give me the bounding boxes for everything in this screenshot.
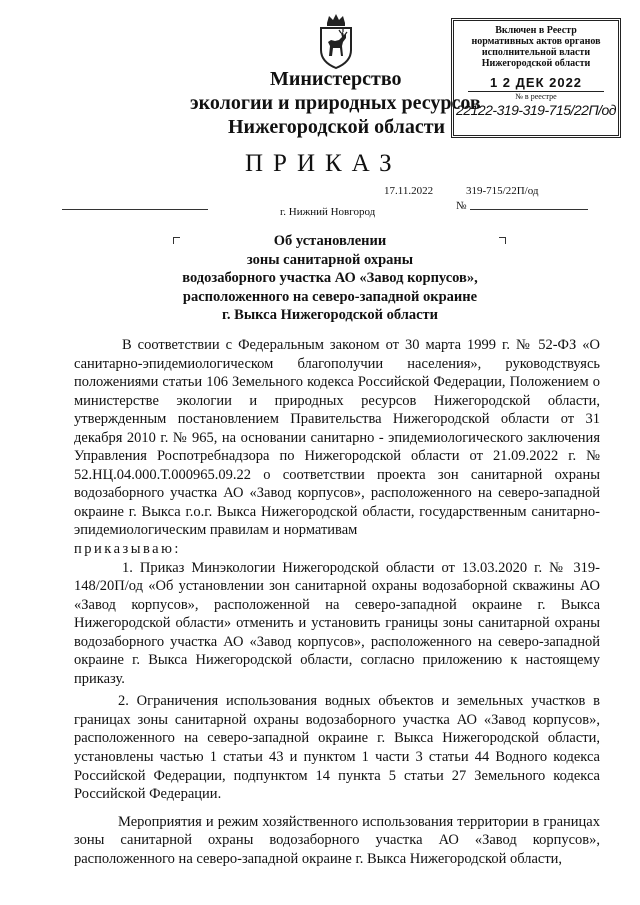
- coat-of-arms-icon: [315, 12, 357, 70]
- stamp-line1: Включен в Реестр: [495, 25, 577, 36]
- item-2-paragraph: 2. Ограничения использования водных объектов и земельных участков в границах зоны санитарной охраны водозаборного участка АО «Завод корпусов», расположенного на северо-западной окраине г. Выкса Нижегородской области, установлены частью 1 статьи 43 и пунктом 1 части 3 статьи 44 Водного кодекса Российской Федерации, подпунктом 14 пункта 5 статьи 27 Земельного кодекса Российской Федерации.: [74, 693, 600, 803]
- stamp-registry-label: № в реестре: [515, 92, 557, 101]
- order-word: приказываю:: [74, 541, 181, 558]
- title-line: расположенного на северо-западной окраине: [182, 288, 478, 305]
- document-title: [150, 232, 510, 325]
- stamp-line3: исполнительной власти: [481, 47, 591, 58]
- item-3-paragraph: Мероприятия и режим хозяйственного использования территории в границах зоны санитарной охраны водозаборного участка АО «Завод корпусов», расположенного на северо-западной окраине г. Выкса Нижегородской области,: [74, 813, 600, 867]
- stamp-line4: Нижегородской области: [481, 58, 591, 69]
- preamble-paragraph: В соответствии с Федеральным законом от 30 марта 1999 г. № 52-ФЗ «О санитарно-эпидемиологическом благополучии населения», руководствуясь положениями статьи 106 Земельного кодекса Российской Федерации, Положением о министерстве экологии и природных ресурсов Нижегородской области, утвержденным постановлением Правительства Нижегородской области от 31 декабря 2010 г. № 965, на основании санитарно - эпидемиологического заключения Управления Роспотребнадзора по Нижегородской области от 21.09.2022 г. № 52.НЦ.04.000.Т.000965.09.22 о соответствии проекта зон санитарной охраны водозаборного участка АО «Завод корпусов», расположенного на северо-западной окраине г. Выкса г.о.г. Выкса Нижегородской области, государственным санитарно-эпидемиологическим правилам и нормативам: [74, 337, 600, 539]
- ministry-name-line2: экологии и природных ресурсов: [190, 92, 481, 114]
- title-line: зоны санитарной охраны: [246, 251, 414, 268]
- title-line: Об установлении: [273, 233, 387, 249]
- title-line: водозаборного участка АО «Завод корпусов»,: [182, 270, 478, 287]
- document-type: ПРИКАЗ: [245, 150, 402, 177]
- ministry-name-line1: Министерство: [270, 68, 402, 90]
- document-body: [74, 336, 600, 868]
- document-city: г. Нижний Новгород: [280, 206, 376, 218]
- document-date: 17.11.2022: [384, 185, 434, 197]
- date-underline: [62, 209, 208, 210]
- stamp-registry-number: 22122-319-319-715/22П/од: [455, 102, 616, 118]
- item-1-paragraph: 1. Приказ Минэкологии Нижегородской области от 13.03.2020 г. № 319-148/20П/од «Об установлении зон санитарной охраны водозаборной скважины АО «Завод корпусов», расположенной на северо-западной окраине г. Выкса Нижегородской области» отменить и установить границы зоны санитарной охраны водозаборного участка АО «Завод корпусов», расположенного на северо-западной окраине г. Выкса Нижегородской области, согласно приложению к настоящему приказу.: [74, 559, 600, 687]
- document-number-label: №: [456, 200, 467, 212]
- title-line: г. Выкса Нижегородской области: [221, 307, 439, 324]
- registry-stamp: [451, 18, 621, 138]
- ministry-name-line3: Нижегородской области: [228, 116, 446, 138]
- document-number: 319-715/22П/од: [466, 185, 539, 197]
- stamp-date: 1 2 ДЕК 2022: [489, 75, 583, 90]
- stamp-line2: нормативных актов органов: [471, 36, 601, 47]
- number-underline: [470, 209, 588, 210]
